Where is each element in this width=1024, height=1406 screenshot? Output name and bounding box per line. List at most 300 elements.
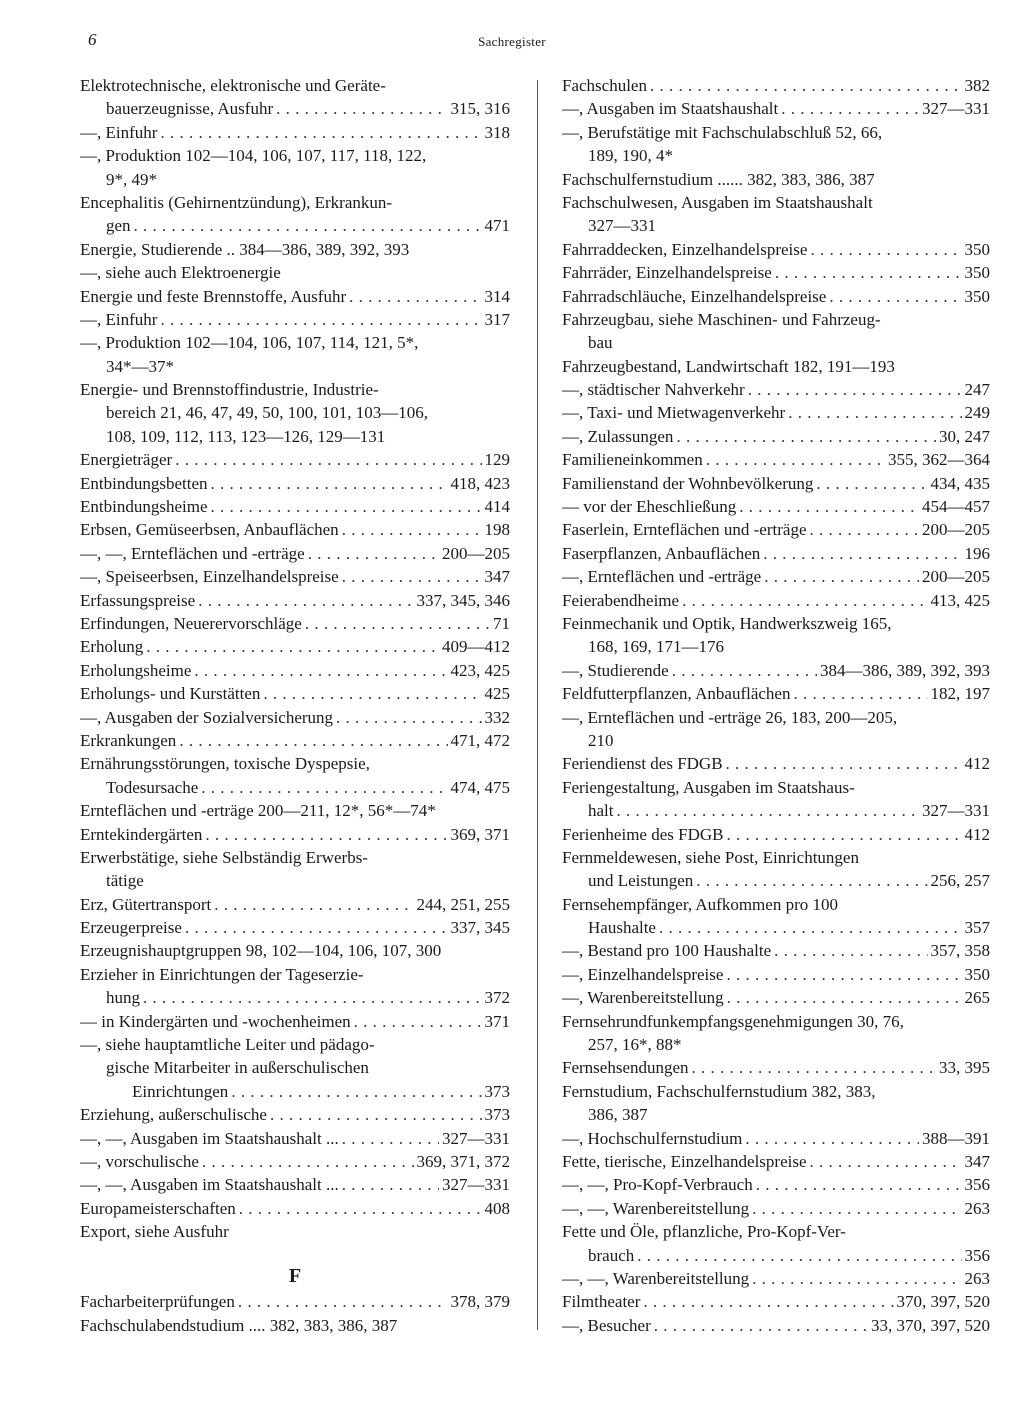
index-entry <box>562 448 990 471</box>
entry-pages: 327—331 <box>442 1175 510 1195</box>
index-entry <box>80 285 510 308</box>
dot-leader <box>210 472 447 495</box>
entry-pages: 71 <box>493 613 510 633</box>
index-entry: 9*, 49* <box>106 169 157 189</box>
dot-leader <box>239 1197 482 1220</box>
index-entry: —, Ernteflächen und -erträge 26, 183, 200—205, <box>562 707 898 727</box>
entry-term: Fahrraddecken, Einzelhandelspreise <box>562 239 808 259</box>
index-entry <box>80 706 510 729</box>
index-entry: Fernsehempfänger, Aufkommen pro 100 <box>562 894 838 914</box>
entry-pages: 249 <box>964 403 990 423</box>
entry-term: Einrichtungen <box>132 1081 229 1101</box>
entry-term: Fachschulen <box>562 76 647 95</box>
dot-leader <box>349 285 481 308</box>
entry-term: Erfassungspreise <box>80 590 196 610</box>
entry-term: —, Studierende <box>562 660 669 680</box>
entry-pages: 412 <box>964 824 990 844</box>
index-entry: Fachschulabendstudium .... 382, 383, 386, 387 <box>80 1315 398 1335</box>
index-entry <box>80 1173 510 1196</box>
index-entry: Encephalitis (Gehirnentzündung), Erkrankun- <box>80 192 393 212</box>
index-entry <box>562 869 990 892</box>
index-entry <box>562 659 990 682</box>
index-entry <box>80 1103 510 1126</box>
entry-pages: 371 <box>484 1011 510 1031</box>
entry-pages: 327—331 <box>922 801 990 821</box>
index-entry: Fernmeldewesen, siehe Post, Einrichtungen <box>562 847 859 867</box>
entry-pages: 182, 197 <box>930 684 990 704</box>
index-entry <box>562 589 990 612</box>
index-entry: Fachschulfernstudium ...... 382, 383, 386, 387 <box>562 169 875 189</box>
entry-term: —, —, Ernteflächen und -erträge <box>80 543 305 563</box>
index-entry <box>562 378 990 401</box>
index-entry <box>562 542 990 565</box>
entry-pages: 318 <box>484 122 510 142</box>
index-entry <box>80 97 510 120</box>
entry-pages: 382 <box>964 76 990 95</box>
entry-term: Fahrräder, Einzelhandelspreise <box>562 263 772 283</box>
entry-pages: 347 <box>964 1151 990 1171</box>
dot-leader <box>692 1056 936 1079</box>
entry-pages: 369, 371 <box>450 824 510 844</box>
entry-pages: 423, 425 <box>450 660 510 680</box>
index-entry <box>562 518 990 541</box>
entry-pages: 347 <box>484 567 510 587</box>
index-entry <box>562 1056 990 1079</box>
entry-pages: 337, 345 <box>450 918 510 938</box>
dot-leader <box>143 986 482 1009</box>
entry-term: Fernsehsendungen <box>562 1058 689 1078</box>
dot-leader <box>160 308 481 331</box>
entry-pages: 356 <box>964 1245 990 1265</box>
index-entry <box>80 495 510 518</box>
index-entry: Elektrotechnische, elektronische und Geräte- <box>80 76 386 95</box>
entry-pages: 408 <box>484 1198 510 1218</box>
entry-term: gen <box>106 216 131 236</box>
index-entry <box>80 542 510 565</box>
dot-leader <box>650 74 962 97</box>
dot-leader <box>774 939 927 962</box>
index-entry <box>80 1080 510 1103</box>
dot-leader <box>788 401 961 424</box>
dot-leader <box>829 285 961 308</box>
entry-term: —, vorschulische <box>80 1151 199 1171</box>
index-entry <box>562 261 990 284</box>
index-entry <box>80 121 510 144</box>
entry-pages: 315, 316 <box>450 99 510 119</box>
dot-leader <box>752 1267 961 1290</box>
entry-term: —, Warenbereitstellung <box>562 988 724 1008</box>
index-entry <box>80 659 510 682</box>
page-number: 6 <box>88 30 97 49</box>
entry-pages: 350 <box>964 964 990 984</box>
entry-pages: 471 <box>484 216 510 236</box>
dot-leader <box>810 1150 962 1173</box>
entry-pages: 332 <box>484 707 510 727</box>
entry-pages: 414 <box>484 497 510 517</box>
dot-leader <box>706 448 885 471</box>
entry-pages: 357 <box>964 918 990 938</box>
index-entry <box>562 1197 990 1220</box>
index-entry: 189, 190, 4* <box>588 146 673 166</box>
entry-term: Entbindungsbetten <box>80 473 208 493</box>
entry-term: Energieträger <box>80 450 173 470</box>
entry-term: —, —, Ausgaben im Staatshaushalt ... <box>80 1175 339 1195</box>
index-entry <box>562 565 990 588</box>
entry-term: Erntekindergärten <box>80 824 203 844</box>
entry-term: —, Ausgaben der Sozialversicherung <box>80 707 334 727</box>
entry-term: —, —, Pro-Kopf-Verbrauch <box>562 1175 753 1195</box>
index-entry <box>562 238 990 261</box>
entry-term: Familieneinkommen <box>562 450 703 470</box>
dot-leader <box>336 706 481 729</box>
entry-pages: 412 <box>964 754 990 774</box>
index-entry: Fernsehrundfunkempfangsgenehmigungen 30, 76, <box>562 1011 904 1031</box>
dot-leader <box>752 1197 961 1220</box>
entry-pages: 357, 358 <box>930 941 990 961</box>
entry-term: hung <box>106 988 140 1008</box>
index-entry <box>80 589 510 612</box>
dot-leader <box>726 823 961 846</box>
index-entry <box>80 635 510 658</box>
index-entry <box>562 1173 990 1196</box>
index-entry <box>562 1244 990 1267</box>
entry-pages: 370, 397, 520 <box>896 1292 990 1312</box>
dot-leader <box>763 542 961 565</box>
entry-pages: 247 <box>964 380 990 400</box>
entry-pages: 244, 251, 255 <box>416 894 510 914</box>
entry-pages: 129 <box>484 450 510 470</box>
index-entry: 210 <box>588 730 614 750</box>
dot-leader <box>696 869 927 892</box>
dot-leader <box>179 729 447 752</box>
entry-term: —, —, Warenbereitstellung <box>562 1268 750 1288</box>
index-entry: 34*—37* <box>106 356 174 376</box>
index-entry <box>80 823 510 846</box>
index-entry: tätige <box>106 871 144 891</box>
entry-term: —, Einfuhr <box>80 122 158 142</box>
dot-leader <box>682 589 927 612</box>
index-entry: —, siehe hauptamtliche Leiter und pädago- <box>80 1035 375 1055</box>
index-entry: Ernährungsstörungen, toxische Dyspepsie, <box>80 754 370 774</box>
entry-pages: 418, 423 <box>450 473 510 493</box>
index-entry: Feinmechanik und Optik, Handwerkszweig 165, <box>562 613 892 633</box>
index-entry <box>80 729 510 752</box>
index-entry: 108, 109, 112, 113, 123—126, 129—131 <box>106 426 386 446</box>
index-entry: Ernteflächen und -erträge 200—211, 12*, 56*—74* <box>80 801 436 821</box>
entry-pages: 314 <box>484 286 510 306</box>
index-entry <box>562 916 990 939</box>
index-entry: Feriengestaltung, Ausgaben im Staatshaus- <box>562 777 855 797</box>
entry-pages: 327—331 <box>922 99 990 119</box>
index-entry: Fernstudium, Fachschulfernstudium 382, 383, <box>562 1081 876 1101</box>
entry-pages: 474, 475 <box>450 777 510 797</box>
index-entry <box>562 1150 990 1173</box>
entry-term: Erholung <box>80 637 144 657</box>
index-entry <box>562 97 990 120</box>
entry-term: Erz, Gütertransport <box>80 894 212 914</box>
index-entry <box>562 401 990 424</box>
index-entry <box>80 682 510 705</box>
dot-leader <box>198 589 413 612</box>
dot-leader <box>637 1244 961 1267</box>
dot-leader <box>238 1290 448 1313</box>
index-entry <box>80 1010 510 1033</box>
entry-term: und Leistungen <box>588 871 694 891</box>
index-entry <box>562 425 990 448</box>
index-entry <box>562 74 990 97</box>
index-entry <box>80 1197 510 1220</box>
index-entry: 386, 387 <box>588 1105 648 1125</box>
entry-term: —, Hochschulfernstudium <box>562 1128 743 1148</box>
dot-leader <box>201 776 447 799</box>
dot-leader <box>676 425 936 448</box>
right-column <box>562 74 990 1337</box>
dot-leader <box>810 238 961 261</box>
dot-leader <box>643 1290 893 1313</box>
index-entry: 257, 16*, 88* <box>588 1035 682 1055</box>
index-entry: —, Produktion 102—104, 106, 107, 114, 121, 5*, <box>80 333 419 353</box>
index-entry: Fahrzeugbestand, Landwirtschaft 182, 191—193 <box>562 356 895 376</box>
index-entry <box>80 565 510 588</box>
entry-pages: 263 <box>964 1268 990 1288</box>
entry-term: —, Speiseerbsen, Einzelhandelspreise <box>80 567 339 587</box>
entry-term: Facharbeiterprüfungen <box>80 1292 235 1312</box>
index-entry: Energie, Studierende .. 384—386, 389, 392, 393 <box>80 239 410 259</box>
index-entry <box>80 986 510 1009</box>
index-entry <box>562 495 990 518</box>
entry-term: —, Einzelhandelspreise <box>562 964 724 984</box>
dot-leader <box>810 518 920 541</box>
index-entry: 168, 169, 171—176 <box>588 637 724 657</box>
entry-pages: 454—457 <box>922 497 990 517</box>
section-letter: F <box>288 1264 302 1287</box>
entry-term: Faserpflanzen, Anbauflächen <box>562 543 761 563</box>
index-entry <box>80 612 510 635</box>
dot-leader <box>793 682 927 705</box>
entry-pages: 33, 370, 397, 520 <box>871 1315 990 1335</box>
index-entry <box>562 285 990 308</box>
entry-term: —, Taxi- und Mietwagenverkehr <box>562 403 786 423</box>
dot-leader <box>617 799 920 822</box>
entry-term: Ferienheime des FDGB <box>562 824 724 844</box>
entry-term: —, Besucher <box>562 1315 651 1335</box>
entry-pages: 373 <box>484 1081 510 1101</box>
index-entry: Energie- und Brennstoffindustrie, Industrie- <box>80 380 379 400</box>
dot-leader <box>342 1173 439 1196</box>
dot-leader <box>342 565 482 588</box>
dot-leader <box>354 1010 482 1033</box>
index-entry <box>562 986 990 1009</box>
entry-pages: 33, 395 <box>939 1058 990 1078</box>
entry-term: Haushalte <box>588 918 656 938</box>
dot-leader <box>270 1103 482 1126</box>
index-entry <box>562 963 990 986</box>
entry-term: —, Zulassungen <box>562 426 674 446</box>
entry-pages: 198 <box>484 520 510 540</box>
index-entry: —, Produktion 102—104, 106, 107, 117, 118, 122, <box>80 146 427 166</box>
entry-pages: 350 <box>964 286 990 306</box>
index-entry <box>562 823 990 846</box>
index-entry <box>562 799 990 822</box>
entry-term: Fahrradschläuche, Einzelhandelspreise <box>562 286 827 306</box>
dot-leader <box>276 97 447 120</box>
index-entry <box>80 1127 510 1150</box>
index-entry: bereich 21, 46, 47, 49, 50, 100, 101, 103—106, <box>106 403 429 423</box>
dot-leader <box>745 1127 919 1150</box>
entry-term: Erkrankungen <box>80 730 177 750</box>
entry-pages: 196 <box>964 543 990 563</box>
dot-leader <box>659 916 962 939</box>
dot-leader <box>726 963 961 986</box>
entry-pages: 373 <box>484 1105 510 1125</box>
dot-leader <box>308 542 439 565</box>
index-entry <box>562 1267 990 1290</box>
entry-term: Todesursache <box>106 777 199 797</box>
entry-pages: 425 <box>484 684 510 704</box>
entry-term: Erholungs- und Kurstätten <box>80 684 261 704</box>
dot-leader <box>210 495 481 518</box>
index-entry <box>562 472 990 495</box>
dot-leader <box>342 1127 439 1150</box>
index-entry <box>80 214 510 237</box>
entry-term: —, —, Warenbereitstellung <box>562 1198 750 1218</box>
index-entry <box>80 308 510 331</box>
entry-pages: 265 <box>964 988 990 1008</box>
dot-leader <box>775 261 962 284</box>
entry-term: Feriendienst des FDGB <box>562 754 723 774</box>
entry-term: Filmtheater <box>562 1292 641 1312</box>
dot-leader <box>134 214 482 237</box>
entry-term: —, städtischer Nahverkehr <box>562 380 745 400</box>
entry-term: halt <box>588 801 614 821</box>
index-entry <box>562 682 990 705</box>
column-rule <box>537 80 538 1330</box>
running-head: Sachregister <box>478 34 546 49</box>
index-entry: Fahrzeugbau, siehe Maschinen- und Fahrzeug- <box>562 309 881 329</box>
entry-term: —, Ernteflächen und -erträge <box>562 567 762 587</box>
dot-leader <box>305 612 490 635</box>
index-entry: Export, siehe Ausfuhr <box>80 1222 229 1242</box>
entry-term: Fette, tierische, Einzelhandelspreise <box>562 1151 807 1171</box>
index-entry <box>562 752 990 775</box>
entry-term: Familienstand der Wohnbevölkerung <box>562 473 814 493</box>
index-entry <box>562 1314 990 1337</box>
entry-term: Feierabendheime <box>562 590 680 610</box>
entry-pages: 200—205 <box>922 567 990 587</box>
dot-leader <box>160 121 481 144</box>
entry-pages: 350 <box>964 239 990 259</box>
index-entry: gische Mitarbeiter in außerschulischen <box>106 1058 369 1078</box>
dot-leader <box>727 986 962 1009</box>
entry-term: bauerzeugnisse, Ausfuhr <box>106 99 274 119</box>
index-entry <box>80 776 510 799</box>
index-entry <box>562 939 990 962</box>
index-entry <box>80 916 510 939</box>
dot-leader <box>748 378 962 401</box>
entry-term: Erzeugerpreise <box>80 918 182 938</box>
dot-leader <box>205 823 447 846</box>
entry-term: brauch <box>588 1245 635 1265</box>
index-entry <box>80 448 510 471</box>
entry-term: Europameisterschaften <box>80 1198 236 1218</box>
entry-pages: 200—205 <box>442 543 510 563</box>
dot-leader <box>194 659 447 682</box>
index-entry: —, siehe auch Elektroenergie <box>80 263 281 283</box>
entry-pages: 384—386, 389, 392, 393 <box>820 660 990 680</box>
entry-term: — in Kindergärten und -wochenheimen <box>80 1011 351 1031</box>
entry-term: —, Bestand pro 100 Haushalte <box>562 941 772 961</box>
entry-term: Feldfutterpflanzen, Anbauflächen <box>562 684 791 704</box>
index-entry: Erzeugnishauptgruppen 98, 102—104, 106, 107, 300 <box>80 941 442 961</box>
dot-leader <box>342 518 482 541</box>
dot-leader <box>185 916 448 939</box>
dot-leader <box>231 1080 481 1103</box>
index-entry: Erzieher in Einrichtungen der Tageserzie- <box>80 964 364 984</box>
index-entry <box>80 893 510 916</box>
dot-leader <box>263 682 481 705</box>
entry-pages: 317 <box>484 309 510 329</box>
entry-pages: 378, 379 <box>450 1292 510 1312</box>
entry-pages: 372 <box>484 988 510 1008</box>
index-entry: —, Berufstätige mit Fachschulabschluß 52, 66, <box>562 122 883 142</box>
entry-term: —, —, Ausgaben im Staatshaushalt ... <box>80 1128 339 1148</box>
entry-pages: 471, 472 <box>450 730 510 750</box>
entry-pages: 356 <box>964 1175 990 1195</box>
index-entry <box>562 1290 990 1313</box>
left-column <box>80 74 510 1337</box>
dot-leader <box>175 448 481 471</box>
entry-term: —, Einfuhr <box>80 309 158 329</box>
index-entry <box>80 1290 510 1313</box>
entry-pages: 337, 345, 346 <box>416 590 510 610</box>
index-entry: Erwerbstätige, siehe Selbständig Erwerbs- <box>80 847 368 867</box>
entry-term: Energie und feste Brennstoffe, Ausfuhr <box>80 286 347 306</box>
entry-pages: 409—412 <box>442 637 510 657</box>
entry-pages: 30, 247 <box>939 426 990 446</box>
entry-term: Entbindungsheime <box>80 497 208 517</box>
entry-pages: 350 <box>964 263 990 283</box>
dot-leader <box>756 1173 962 1196</box>
entry-pages: 369, 371, 372 <box>416 1151 510 1171</box>
entry-term: Faserlein, Ernteflächen und -erträge <box>562 520 807 540</box>
entry-pages: 256, 257 <box>930 871 990 891</box>
dot-leader <box>764 565 919 588</box>
dot-leader <box>214 893 413 916</box>
index-entry <box>80 518 510 541</box>
dot-leader <box>781 97 919 120</box>
index-entry: Fachschulwesen, Ausgaben im Staatshaushalt <box>562 192 873 212</box>
entry-pages: 388—391 <box>922 1128 990 1148</box>
index-entry <box>562 1127 990 1150</box>
entry-pages: 355, 362—364 <box>888 450 990 470</box>
index-entry <box>80 472 510 495</box>
entry-pages: 327—331 <box>442 1128 510 1148</box>
entry-pages: 200—205 <box>922 520 990 540</box>
entry-pages: 434, 435 <box>930 473 990 493</box>
entry-term: Erholungsheime <box>80 660 192 680</box>
entry-term: — vor der Eheschließung <box>562 497 737 517</box>
entry-term: —, Ausgaben im Staatshaushalt <box>562 99 779 119</box>
dot-leader <box>202 1150 414 1173</box>
index-entry: bau <box>588 333 613 353</box>
entry-term: Erziehung, außerschulische <box>80 1105 267 1125</box>
entry-pages: 263 <box>964 1198 990 1218</box>
entry-term: Erfindungen, Neuerervorschläge <box>80 613 302 633</box>
dot-leader <box>654 1314 868 1337</box>
entry-term: Erbsen, Gemüseerbsen, Anbauflächen <box>80 520 339 540</box>
dot-leader <box>816 472 927 495</box>
entry-pages: 413, 425 <box>930 590 990 610</box>
